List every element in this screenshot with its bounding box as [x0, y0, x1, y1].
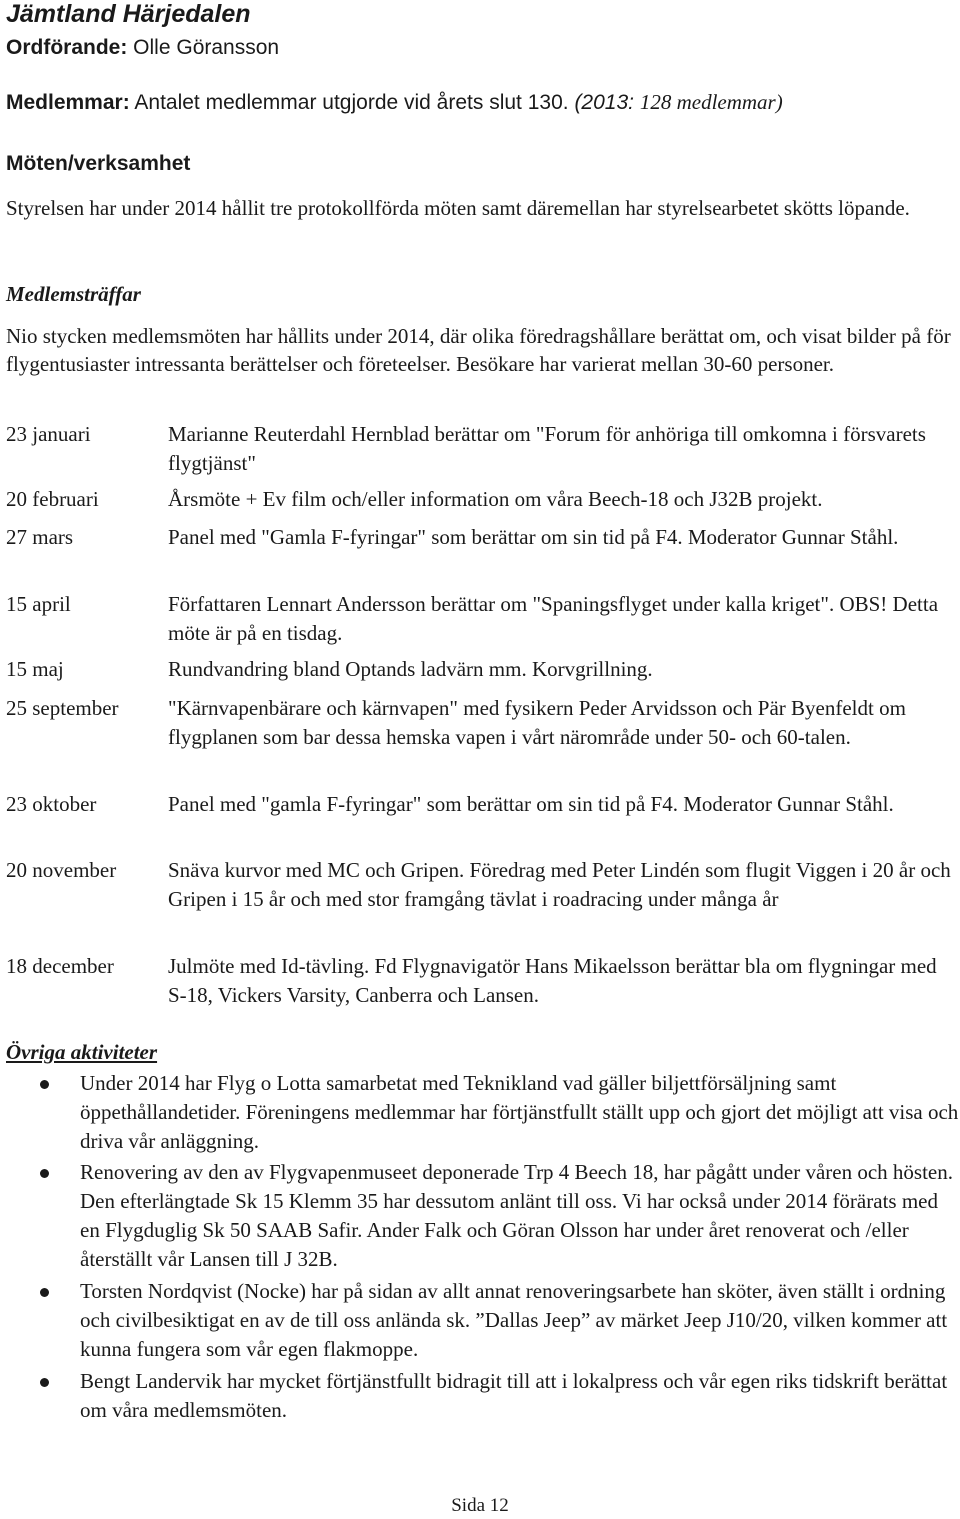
event-description: Julmöte med Id-tävling. Fd Flygnavigatör Hans Mikaelsson berättar bla om flygningar med S-18, Vickers Varsity, Canberra och Lansen.: [168, 954, 937, 1007]
bullet-icon: [40, 1080, 49, 1089]
event-date: 25 september: [6, 696, 119, 720]
list-item: Under 2014 har Flyg o Lotta samarbetat med Teknikland vad gäller biljettförsäljning samt öppethållandetider. Föreningens medlemmar har förtjänstfullt ställt upp och gjort det möjligt att visa och driva vår anläggning.: [80, 1071, 959, 1153]
page-number: Sida 12: [451, 1495, 509, 1516]
event-date: 27 mars: [6, 525, 74, 549]
event-description: Rundvandring bland Optands ladvärn mm. Korvgrillning.: [168, 657, 653, 681]
event-date: 23 oktober: [6, 792, 97, 816]
event-description: Panel med "gamla F-fyringar" som berättar om sin tid på F4. Moderator Gunnar Ståhl.: [168, 792, 894, 816]
chairman-label: Ordförande:: [6, 36, 128, 59]
bullet-icon: [40, 1378, 49, 1387]
list-item: Torsten Nordqvist (Nocke) har på sidan av allt annat renoveringsarbete han sköter, även ställt i ordning och civilbesiktigat en av de till oss anlända sk. ”Dallas Jeep” av märket Jeep J10/20, vilken kommer att kunna fungera som vår egen flakmoppe.: [80, 1279, 948, 1361]
event-description: Snäva kurvor med MC och Gripen. Föredrag med Peter Lindén som flugit Viggen i 20 år och Gripen i 15 år och med stor framgång tävlat i roadracing under många år: [168, 858, 951, 911]
members-count-text: Antalet medlemmar utgjorde vid årets slut 130.: [129, 91, 575, 114]
event-date: 15 april: [6, 592, 71, 616]
members-line: [6, 90, 783, 115]
list-item: Bengt Landervik har mycket förtjänstfullt bidragit till att i lokalpress och vår egen riks tidskrift berättat om våra medlemsmöten.: [80, 1369, 948, 1422]
event-date: 23 januari: [6, 422, 91, 446]
region-title: Jämtland Härjedalen: [6, 0, 251, 28]
event-description: "Kärnvapenbärare och kärnvapen" med fysikern Peder Arvidsson och Pär Byenfeldt om flygplanen som bar dessa hemska vapen i vårt närområde under 50- och 60-talen.: [168, 696, 906, 749]
meetings-heading: Möten/verksamhet: [6, 152, 191, 175]
event-date: 18 december: [6, 954, 114, 978]
event-description: Årsmöte + Ev film och/eller information om våra Beech-18 och J32B projekt.: [168, 487, 823, 511]
member-meetings-heading: Medlemsträffar: [6, 282, 141, 306]
event-date: 20 november: [6, 858, 117, 882]
bullet-icon: [40, 1288, 49, 1297]
members-prev-year: (2013: 128 medlemmar): [574, 90, 783, 114]
event-description: Författaren Lennart Andersson berättar om "Spaningsflyget under kalla kriget". OBS! Detta möte är på en tisdag.: [168, 592, 939, 645]
bullet-icon: [40, 1169, 49, 1178]
member-meetings-paragraph: Nio stycken medlemsmöten har hållits under 2014, där olika föredragshållare berättat om, och visat bilder på för flygentusiaster intressanta berättelser och företeelser. Besökare har varierat mellan 30-60 personer.: [6, 324, 951, 376]
other-activities-heading: Övriga aktiviteter: [6, 1040, 158, 1064]
chairman-line: [6, 36, 279, 60]
chairman-name: Olle Göransson: [127, 36, 280, 59]
event-date: 20 februari: [6, 487, 99, 511]
list-item: Renovering av den av Flygvapenmuseet deponerade Trp 4 Beech 18, har pågått under våren och hösten. Den efterlängtade Sk 15 Klemm 35 har dessutom anlänt till oss. Vi har också under 2014 förärats med en Flygduglig Sk 50 SAAB Safir. Ander Falk och Göran Olsson har under året renoverat och /eller återställt vår Lansen till J 32B.: [80, 1160, 953, 1271]
members-label: Medlemmar:: [6, 91, 130, 114]
event-date: 15 maj: [6, 657, 64, 681]
event-description: Panel med "Gamla F-fyringar" som berättar om sin tid på F4. Moderator Gunnar Ståhl.: [168, 525, 899, 549]
event-description: Marianne Reuterdahl Hernblad berättar om "Forum för anhöriga till omkomna i försvarets flygtjänst": [168, 422, 926, 475]
meetings-paragraph: Styrelsen har under 2014 hållit tre protokollförda möten samt däremellan har styrelsearbetet skötts löpande.: [6, 196, 910, 220]
